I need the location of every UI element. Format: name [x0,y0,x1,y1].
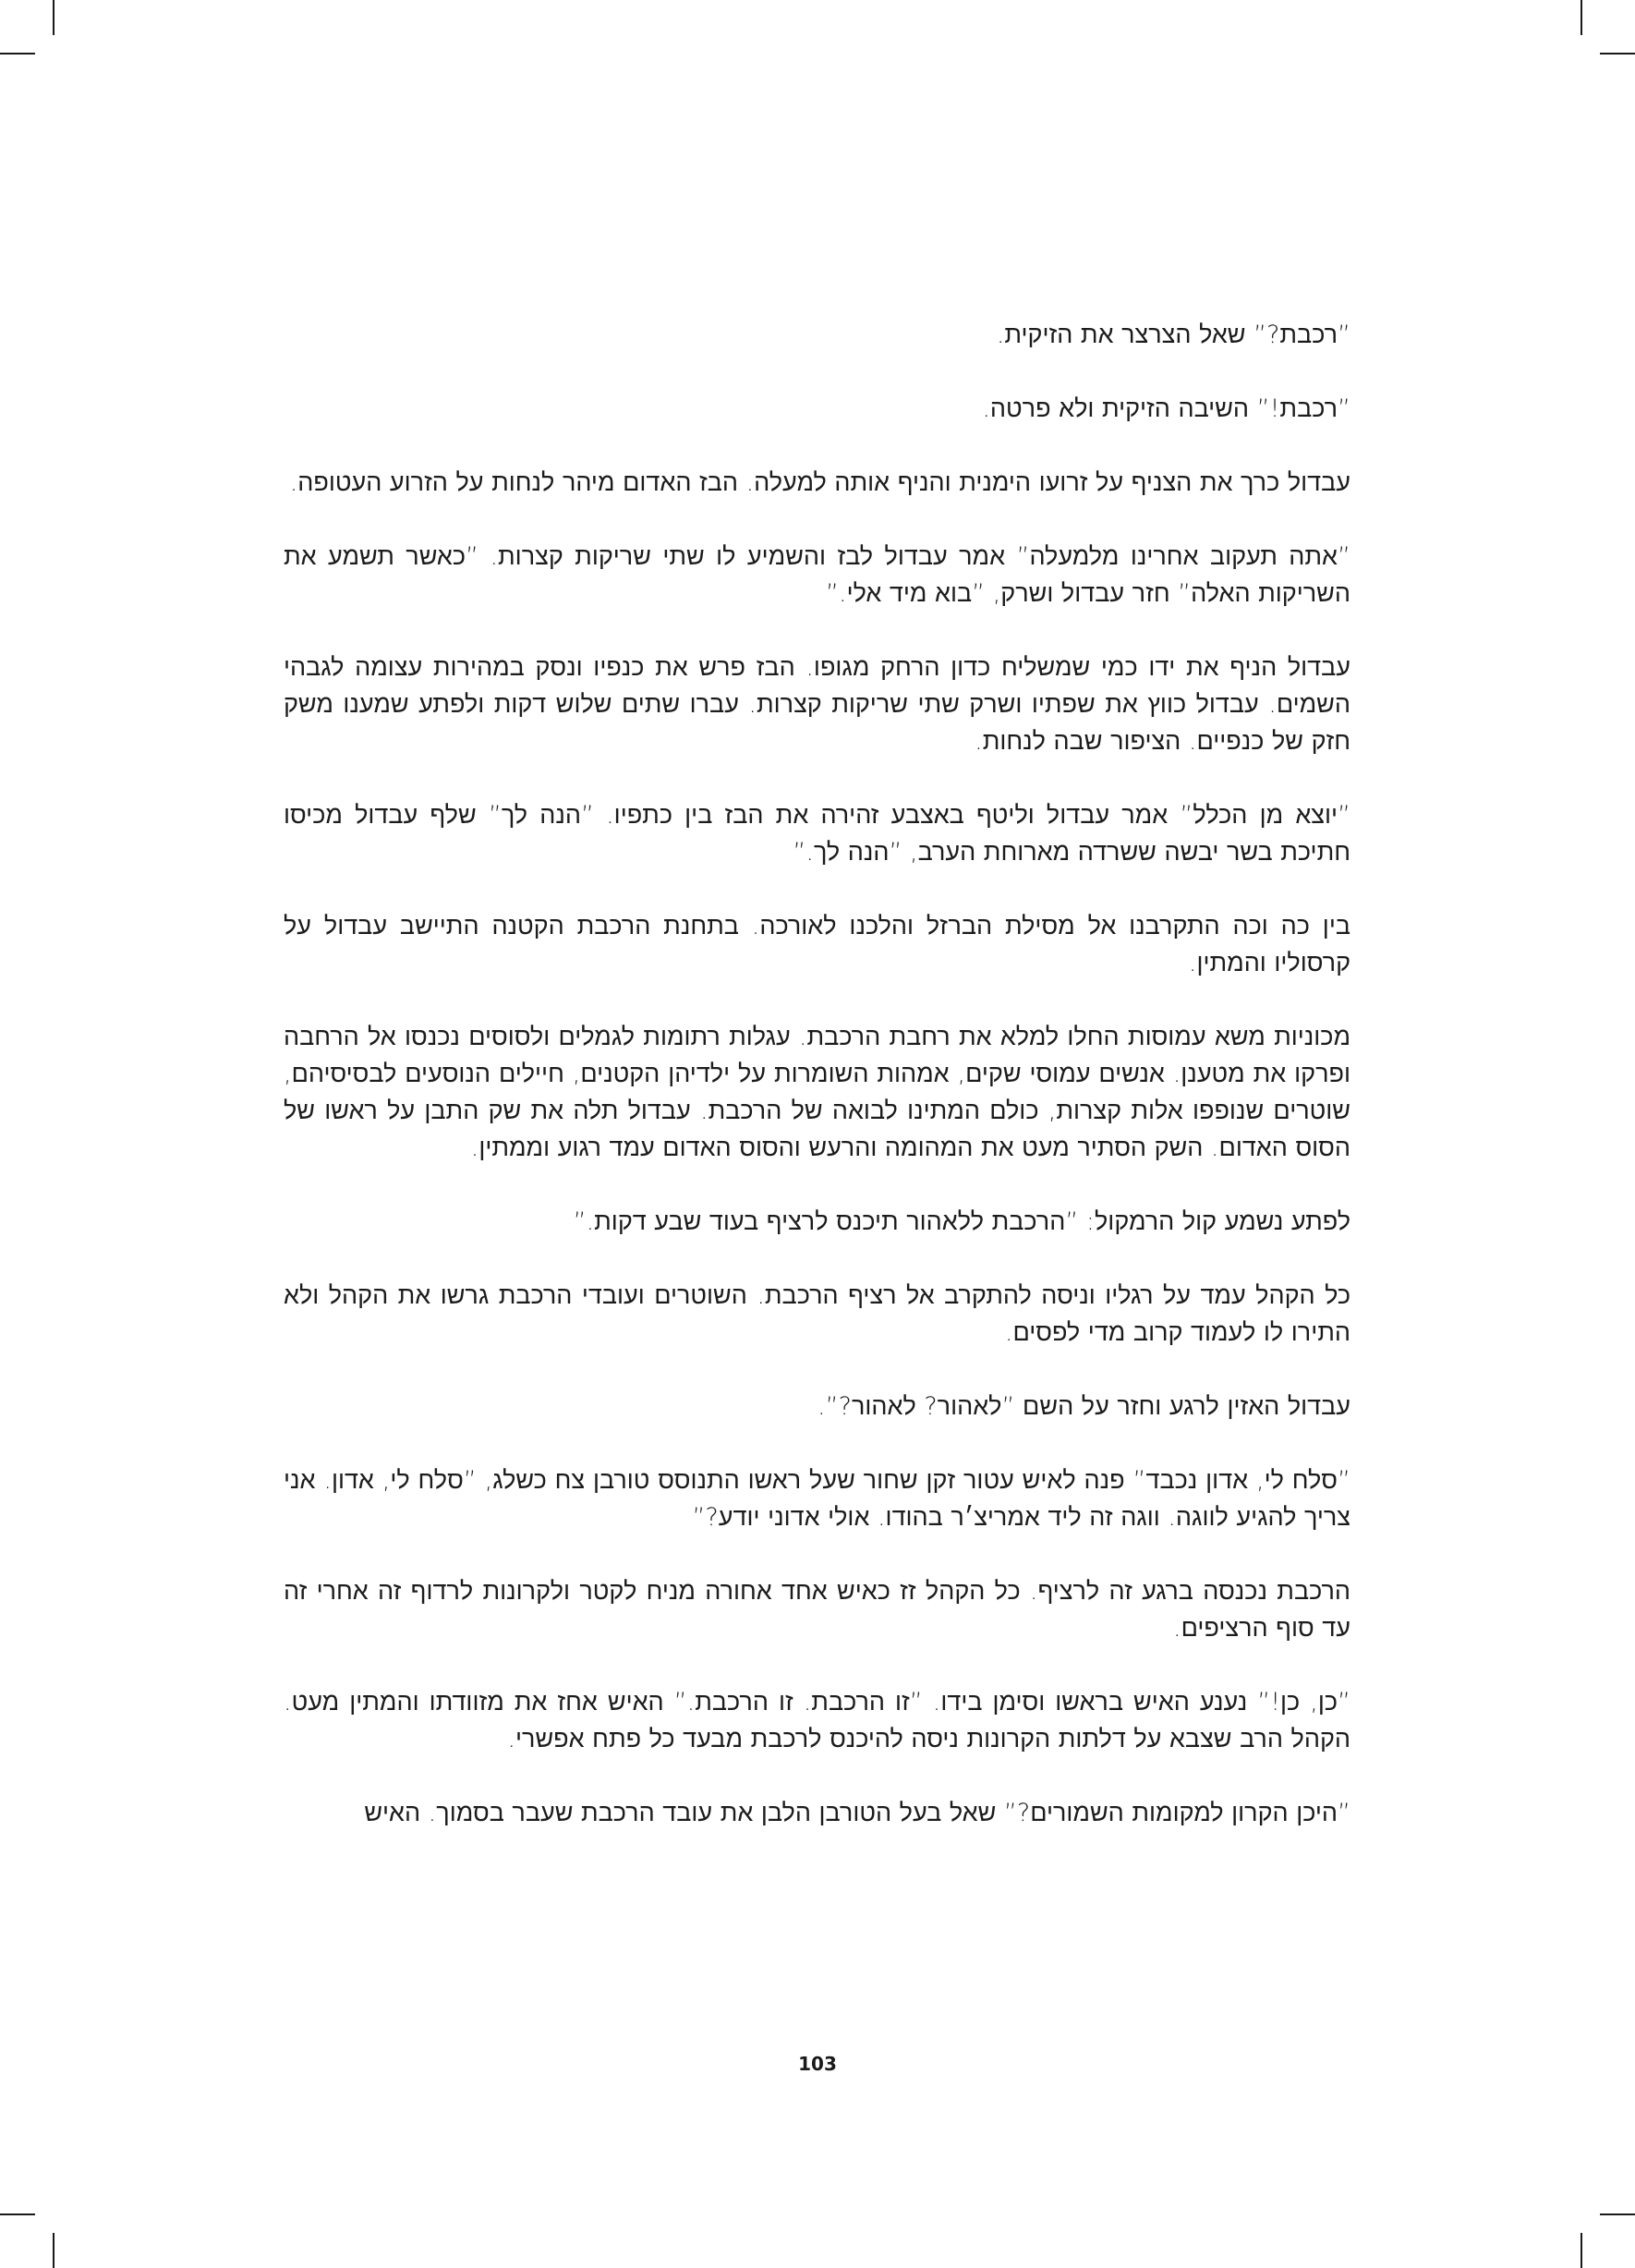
paragraph: עבדול הניף את ידו כמי שמשליח כדון הרחק מגופו. הבז פרש את כנפיו ונסק במהירות עצומה לגבהי השמים. עבדול כווץ את שפתיו ושרק שתי שריקות קצרות. עברו שתים שלוש דקות ולפתע שמענו משק חזק של כנפיים. הציפור שבה לנחות. [284,653,1350,756]
paragraph: בין כה וכה התקרבנו אל מסילת הברזל והלכנו לאורכה. בתחנת הרכבת הקטנה התיישב עבדול על קרסוליו והמתין. [284,912,1350,977]
paragraph: ”סלח לי, אדון נכבד” פנה לאיש עטור זקן שחור שעל ראשו התנוסס טורבן צח כשלג, ”סלח לי, אדון. אני צריך להגיע לווגה. ווגה זה ליד אמריצ׳ר בהודו. אולי אדוני יודע?” [284,1466,1350,1532]
crop-mark-bottom-left-horizontal [0,2213,35,2215]
paragraph: ”היכן הקרון למקומות השמורים?” שאל בעל הטורבן הלבן את עובד הרכבת שעבר בסמוך. האיש [364,1799,1350,1827]
crop-mark-bottom-right-horizontal [1600,2213,1635,2215]
paragraph: עבדול האזין לרגע וחזר על השם ”לאהור? לאהור?”. [818,1392,1350,1421]
paragraph: עבדול כרך את הצניף על זרועו הימנית והניף אותה למעלה. הבז האדום מיהר לנחות על הזרוע העטופה. [289,468,1350,497]
crop-mark-top-left-vertical [53,0,54,35]
paragraph: לפתע נשמע קול הרמקול: ”הרכבת ללאהור תיכנס לרציף בעוד שבע דקות.” [573,1207,1350,1236]
paragraph: מכוניות משא עמוסות החלו למלא את רחבת הרכבת. עגלות רתומות לגמלים ולסוסים נכנסו אל הרחבה ופרקו את מטענן. אנשים עמוסי שקים, אמהות השומרות על ילדיהן הקטנים, חיילים הנוסעים לבסיסיהם, שוטרים שנופפו אלות קצרות, כולם המתינו לבואה של הרכבת. עבדול תלה את שק התבן על ראשו של הסוס האדום. השק הסתיר מעט את המהומה והרעש והסוס האדום עמד רגוע וממתין. [284,1023,1350,1162]
paragraph: ”אתה תעקוב אחרינו מלמעלה” אמר עבדול לבז והשמיע לו שתי שריקות קצרות. ”כאשר תשמע את השריקות האלה” חזר עבדול ושרק, ”בוא מיד אלי.” [284,542,1351,608]
page-number: 103 [798,2053,837,2075]
paragraph: ”רכבת?” שאל הצרצר את הזיקית. [996,321,1350,349]
crop-mark-top-left-horizontal [0,53,35,55]
paragraph: ”יוצא מן הכלל” אמר עבדול וליטף באצבע זהירה את הבז בין כתפיו. ”הנה לך” שלף עבדול מכיסו חתיכת בשר יבשה ששרדה מארוחת הערב, ”הנה לך.” [284,801,1350,867]
crop-mark-top-right-vertical [1580,0,1582,35]
crop-mark-bottom-left-vertical [53,2233,54,2268]
paragraph: ”כן, כן!” נענע האיש בראשו וסימן בידו. ”זו הרכבת. זו הרכבת.” האיש אחז את מזוודתו והמתין מעט. הקהל הרב שצבא על דלתות הקרונות ניסה להיכנס לרכבת מבעד כל פתח אפשרי. [284,1688,1350,1753]
crop-mark-top-right-horizontal [1600,53,1635,55]
crop-mark-bottom-right-vertical [1580,2233,1582,2268]
body-text [284,317,1350,1869]
paragraph: כל הקהל עמד על רגליו וניסה להתקרב אל רציף הרכבת. השוטרים ועובדי הרכבת גרשו את הקהל ולא התירו לו לעמוד קרוב מדי לפסים. [284,1281,1350,1347]
paragraph: ”רכבת!” השיבה הזיקית ולא פרטה. [982,394,1350,423]
paragraph: הרכבת נכנסה ברגע זה לרציף. כל הקהל זז כאיש אחד אחורה מניח לקטר ולקרונות לרדוף זה אחרי זה עד סוף הרציפים. [284,1577,1350,1643]
